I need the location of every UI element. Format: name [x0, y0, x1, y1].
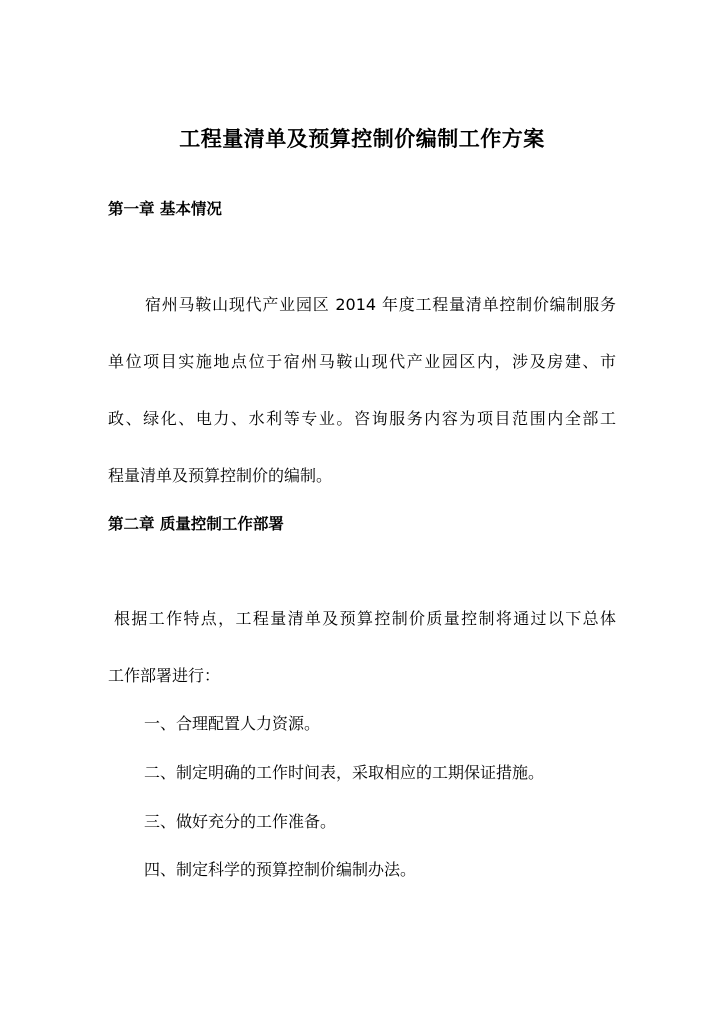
document-title: 工程量清单及预算控制价编制工作方案 — [179, 127, 545, 151]
chapter-2-list-item-2: 二、制定明确的工作时间表，采取相应的工期保证措施。 — [144, 763, 545, 782]
chapter-2-list-item-4: 四、制定科学的预算控制价编制办法。 — [144, 860, 417, 879]
chapter-1-paragraph-line-4: 程量清单及预算控制价的编制。 — [108, 466, 333, 485]
chapter-2-list-item-3: 三、做好充分的工作准备。 — [144, 812, 337, 831]
chapter-2-list-item-1: 一、合理配置人力资源。 — [144, 714, 321, 733]
chapter-2-paragraph-line-1: 根据工作特点，工程量清单及预算控制价质量控制将通过以下总体 — [114, 609, 616, 628]
chapter-1-paragraph-line-1: 宿州马鞍山现代产业园区 2014 年度工程量清单控制价编制服务 — [145, 295, 616, 314]
chapter-2-heading: 第二章 质量控制工作部署 — [108, 515, 284, 533]
chapter-1-heading: 第一章 基本情况 — [108, 200, 222, 218]
chapter-1-paragraph-line-2: 单位项目实施地点位于宿州马鞍山现代产业园区内，涉及房建、市 — [108, 352, 616, 371]
chapter-2-paragraph-line-2: 工作部署进行： — [108, 666, 221, 685]
chapter-1-paragraph-line-3: 政、绿化、电力、水利等专业。咨询服务内容为项目范围内全部工 — [108, 409, 616, 428]
